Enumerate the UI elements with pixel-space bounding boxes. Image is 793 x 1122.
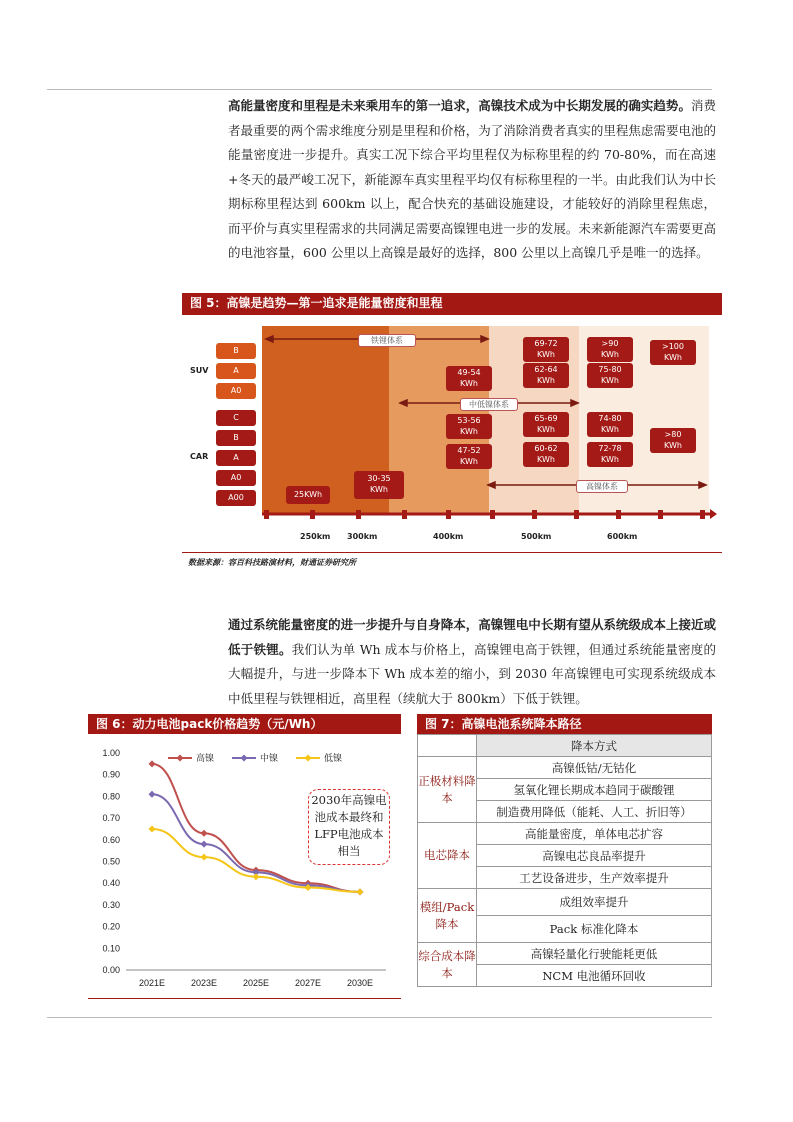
- figure-5-title-rule: [182, 313, 722, 315]
- data-point: [149, 825, 156, 832]
- box-60-62kwh: 60-62 KWh: [523, 442, 569, 467]
- paragraph-2: [228, 613, 716, 711]
- data-point: [357, 888, 364, 895]
- box-72-78kwh: 72-78 KWh: [587, 442, 633, 467]
- data-point: [149, 760, 156, 767]
- x-tick-400km: 400km: [433, 532, 464, 541]
- car-cat-a00: A00: [216, 490, 256, 506]
- x-tick-label: 2025E: [242, 978, 270, 988]
- legend-marker: [177, 755, 184, 762]
- x-tick-300km: 300km: [347, 532, 378, 541]
- car-cat-c: C: [216, 410, 256, 426]
- legend-marker: [241, 755, 248, 762]
- table-row: [418, 889, 712, 916]
- x-axis-arrow: [710, 509, 717, 519]
- x-tick-250km: 250km: [300, 532, 331, 541]
- box-47-52kwh: 47-52 KWh: [446, 444, 492, 469]
- band-label-lfp: 铁锂体系: [358, 334, 416, 347]
- box-74-80kwh: 74-80 KWh: [587, 412, 633, 437]
- legend-label: 低镍: [324, 753, 343, 763]
- table-cell: NCM 电池循环回收: [477, 965, 712, 987]
- x-tick-label: 2021E: [138, 978, 166, 988]
- paragraph-2-lead: 通过系统能量密度的进一步提升与自身降本，高镍锂电中长期有望从系统级成本上接近或低于铁锂。: [228, 617, 716, 657]
- table-cell: 制造费用降低（能耗、人工、折旧等）: [477, 801, 712, 823]
- table-header-blank: [418, 735, 477, 757]
- band-label-mid: 中低镍体系: [460, 398, 518, 411]
- box-69-72kwh: 69-72 KWh: [523, 337, 569, 362]
- suv-label: SUV: [190, 366, 209, 375]
- table-cell: 高镍电芯良品率提升: [477, 845, 712, 867]
- y-tick-label: 0.60: [102, 834, 120, 845]
- y-tick-label: 0.40: [102, 878, 120, 889]
- figure-6-annotation: 2030年高镍电池成本最终和LFP电池成本相当: [308, 789, 390, 865]
- paragraph-1-body: 消费者最重要的两个需求维度分别是里程和价格，为了消除消费者真实的里程焦虑需要电池的能量密度进一步提升。真实工况下综合平均里程仅为标称里程的约 70-80%，而在高速+冬天的最严峻工况下，新能源车真实里程平均仅有标称里程的一半。由此我们认为中长期标称里程达到 600km 以上，配合快充的基础设施建设，才能较好的消除里程焦虑，而平价与真实里程需求的共同满足需要高镍锂电进一步的发展。未来新能源汽车需要更高的电池容量，600 公里以上高镍是最好的选择，800 公里以上高镍几乎是唯一的选择。: [228, 98, 716, 260]
- x-tick-600km: 600km: [607, 532, 638, 541]
- paragraph-1: [228, 94, 716, 266]
- suv-cat-b: B: [216, 343, 256, 359]
- x-tick-label: 2030E: [346, 978, 374, 988]
- y-tick-label: 1.00: [102, 748, 120, 758]
- suv-cat-a0: A0: [216, 383, 256, 399]
- paragraph-1-lead: 高能量密度和里程是未来乘用车的第一追求，高镍技术成为中长期发展的确实趋势。: [228, 98, 691, 113]
- x-tick-label: 2027E: [294, 978, 322, 988]
- car-cat-a0: A0: [216, 470, 256, 486]
- figure-5-title: 图 5：高镍是趋势—第一追求是能量密度和里程: [182, 293, 722, 313]
- table-cell: 成组效率提升: [477, 889, 712, 916]
- data-point: [201, 854, 208, 861]
- box-30-35kwh: 30-35 KWh: [354, 471, 404, 499]
- legend-label: 中镍: [260, 753, 279, 763]
- figure-6-chart: [88, 736, 401, 999]
- suv-cat-a: A: [216, 363, 256, 379]
- y-tick-label: 0.50: [102, 856, 120, 867]
- y-tick-label: 0.80: [102, 791, 120, 802]
- group-cell: 电芯降本: [418, 823, 477, 889]
- table-cell: 高能量密度，单体电芯扩容: [477, 823, 712, 845]
- figure-6-title: 图 6：动力电池pack价格趋势（元/Wh）: [88, 714, 401, 734]
- car-label: CAR: [190, 452, 209, 461]
- bottom-rule: [47, 1017, 712, 1018]
- top-rule: [47, 89, 712, 90]
- table-cell: 高镍轻量化行驶能耗更低: [477, 943, 712, 965]
- source-note: 数据来源：容百科技路演材料，财通证券研究所: [188, 558, 356, 567]
- box-100kwh: >100 KWh: [650, 340, 696, 365]
- figure-5-chart: [182, 318, 722, 552]
- table-row: [418, 823, 712, 845]
- box-62-64kwh: 62-64 KWh: [523, 363, 569, 388]
- y-tick-label: 0.90: [102, 769, 120, 780]
- group-overall: 综合成本降本: [418, 943, 477, 987]
- box-65-69kwh: 65-69 KWh: [523, 412, 569, 437]
- table-row: [418, 943, 712, 965]
- box-90kwh: >90 KWh: [587, 337, 633, 362]
- box-25kwh: 25KWh: [286, 486, 330, 504]
- table-cell: 工艺设备进步，生产效率提升: [477, 867, 712, 889]
- x-tick-label: 2023E: [190, 978, 218, 988]
- y-tick-label: 0.20: [102, 921, 120, 932]
- band-label-high: 高镍体系: [576, 480, 628, 493]
- y-tick-label: 0.10: [102, 943, 120, 954]
- box-75-80kwh: 75-80 KWh: [587, 363, 633, 388]
- data-point: [201, 830, 208, 837]
- group-module: 模组/Pack降本: [418, 889, 477, 943]
- figure-5-bottom-rule: [182, 552, 722, 553]
- group-cathode: 正极材料降本: [418, 757, 477, 823]
- figure-7-table: [417, 734, 712, 987]
- legend-marker: [305, 755, 312, 762]
- table-row: [418, 757, 712, 779]
- table-header: 降本方式: [477, 735, 712, 757]
- table-header-row: [418, 735, 712, 757]
- x-tick-500km: 500km: [521, 532, 552, 541]
- box-49-54kwh: 49-54 KWh: [446, 366, 492, 391]
- car-cat-b: B: [216, 430, 256, 446]
- y-tick-label: 0.00: [102, 965, 120, 975]
- box-53-56kwh: 53-56 KWh: [446, 414, 492, 439]
- y-tick-label: 0.30: [102, 899, 120, 910]
- figure-7-title: 图 7：高镍电池系统降本路径: [417, 714, 712, 734]
- paragraph-2-body: 我们认为单 Wh 成本与价格上，高镍锂电高于铁锂，但通过系统能量密度的大幅提升，与进一步降本下 Wh 成本差的缩小，到 2030 年高镍锂电可实现系统级成本中低里程与铁锂相近，高里程（续航大于 800km）下低于铁锂。: [228, 641, 716, 706]
- table-cell: Pack 标准化降本: [477, 916, 712, 943]
- car-cat-a: A: [216, 450, 256, 466]
- data-point: [201, 841, 208, 848]
- legend-label: 高镍: [196, 753, 215, 763]
- figure-6-svg: [88, 736, 401, 998]
- y-tick-label: 0.70: [102, 813, 120, 824]
- table-cell: 高镍低钴/无钴化: [477, 757, 712, 779]
- box-80kwh: >80 KWh: [650, 428, 696, 453]
- data-point: [253, 873, 260, 880]
- data-point: [149, 791, 156, 798]
- table-cell: 氢氧化锂长期成本趋同于碳酸锂: [477, 779, 712, 801]
